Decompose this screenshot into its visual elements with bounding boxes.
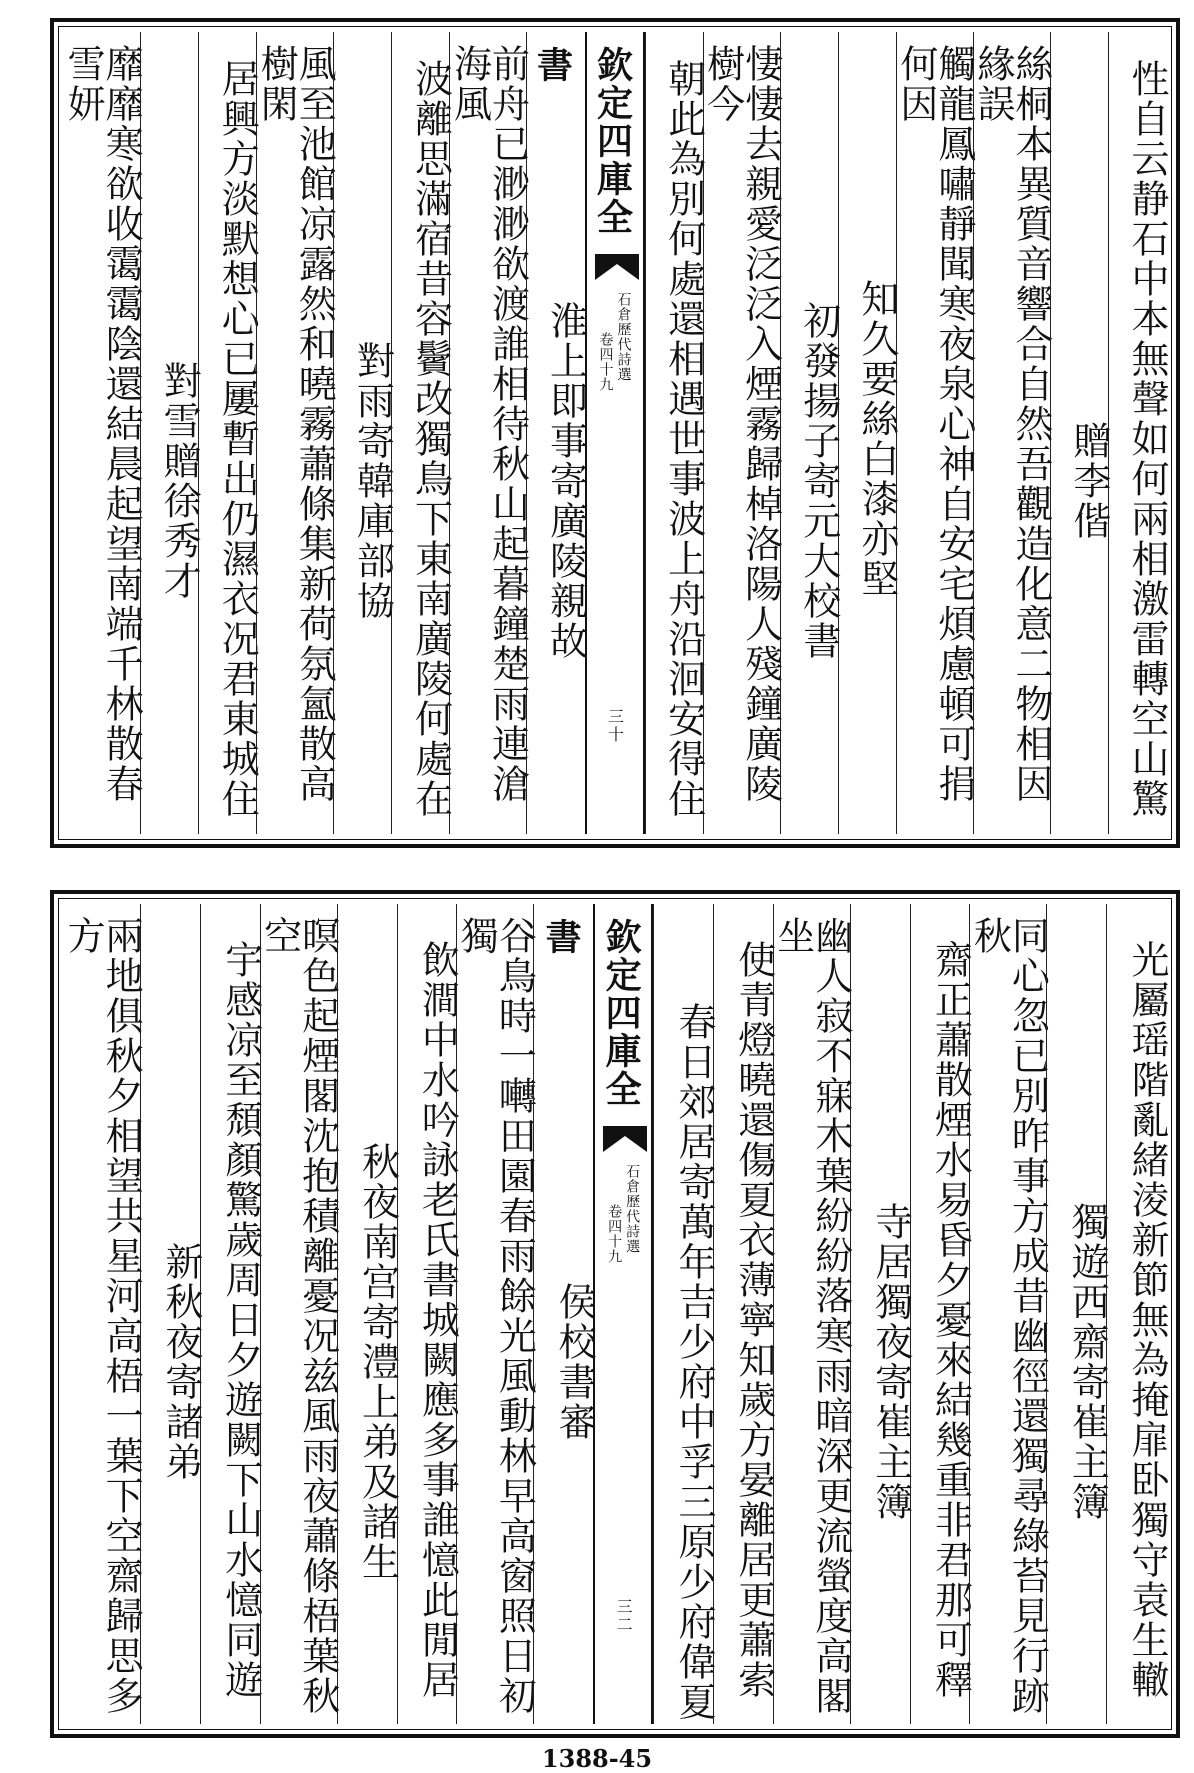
text-column: 風至池館凉露然和曉霧蕭條集新荷氛氳散高樹閑 — [256, 32, 333, 834]
text-column: 居興方淡默想心已屢暫出仍濕衣况君東城住 — [198, 32, 256, 834]
text-column: 知久要絲白漆亦堅 — [838, 32, 896, 834]
text-column: 宇感凉至頹顏驚歲周日夕遊闕下山水憶同遊 — [200, 904, 260, 1724]
text-column: 齋正蕭散煙水易昏夕憂來結幾重非君那可釋 — [910, 904, 970, 1724]
leaf-number: 三二 — [614, 1598, 634, 1634]
leaf-number: 三十 — [605, 708, 625, 744]
book-title: 欽定四庫全書 — [540, 918, 643, 1108]
text-column: 悽悽去親愛泛泛入煙霧歸棹洛陽人殘鐘廣陵樹今 — [703, 32, 780, 834]
text-column: 絲桐本異質音響合自然吾觀造化意二物相因緣誤 — [973, 32, 1050, 834]
text-column: 兩地俱秋夕相望共星河高梧一葉下空齋歸思多方 — [61, 916, 144, 1716]
text-column: 幽人寂不寐木葉紛紛落寒雨暗深更流螢度高閣坐 — [773, 904, 850, 1724]
text-column: 使青燈曉還傷夏衣薄寧知歲方晏離居更蕭索 — [713, 904, 773, 1724]
poem-title: 初發揚子寄元大校書 — [780, 32, 838, 834]
volume-number: 卷四十九 — [597, 332, 614, 392]
text-column: 靡靡寒欲收霭霭陰還結晨起望南端千林散春雪妍 — [61, 44, 144, 804]
text-column: 朝此為別何處還相遇世事波上舟沿洄安得住 — [645, 32, 703, 834]
poem-title: 新秋夜寄諸弟 — [140, 904, 200, 1724]
book-title: 欽定四庫全書 — [531, 46, 634, 236]
text-column: 谷鳥時一囀田園春雨餘光風動林早高窗照日初獨 — [456, 904, 533, 1724]
text-column: 暝色起煙閣沈抱積離憂况兹風雨夜蕭條梧葉秋空 — [260, 904, 337, 1724]
lower-columns — [61, 904, 1169, 1724]
lower-leaf — [50, 890, 1180, 1738]
text-column: 觸龍鳳嘯靜聞寒夜泉心神自安宅煩慮頓可捐何因 — [896, 32, 973, 834]
poem-title: 對雨寄韓庫部協 — [333, 32, 391, 834]
text-column: 性自云静石中本無聲如何兩相激雷轉空山驚 — [1108, 32, 1166, 834]
text-column: 光屬瑶階亂緒淩新節無為掩扉卧獨守袁生轍 — [1106, 904, 1166, 1724]
poem-title: 淮上即事寄廣陵親故 — [526, 32, 584, 834]
poem-title: 侯校書審 — [533, 904, 593, 1724]
poem-title: 獨遊西齋寄崔主簿 — [1046, 904, 1106, 1724]
poem-title: 春日郊居寄萬年吉少府中孚三原少府偉夏 — [653, 904, 713, 1724]
fishtail-mark — [603, 1126, 647, 1152]
fishtail-mark — [595, 254, 639, 280]
collection-title: 石倉歷代詩選 — [615, 292, 632, 382]
page-number: 1388-45 — [541, 1744, 653, 1773]
text-column: 前舟已渺渺欲渡誰相待秋山起暮鐘楚雨連滄海風 — [449, 32, 526, 834]
text-column: 波離思滿宿昔容鬢改獨鳥下東南廣陵何處在 — [391, 32, 449, 834]
upper-columns — [61, 32, 1169, 834]
collection-title: 石倉歷代詩選 — [624, 1164, 641, 1254]
text-column: 飲澗中水吟詠老氏書城闕應多事誰憶此閒居 — [397, 904, 457, 1724]
poem-title: 對雪贈徐秀才 — [140, 32, 198, 834]
poem-title: 贈李偕 — [1050, 32, 1108, 834]
poem-title: 秋夜南宫寄澧上弟及諸生 — [337, 904, 397, 1724]
text-column: 同心忽已別昨事方成昔幽徑還獨尋綠苔見行跡秋 — [969, 904, 1046, 1724]
poem-title: 寺居獨夜寄崔主簿 — [850, 904, 910, 1724]
volume-number: 卷四十九 — [606, 1204, 623, 1264]
upper-leaf — [50, 18, 1180, 848]
